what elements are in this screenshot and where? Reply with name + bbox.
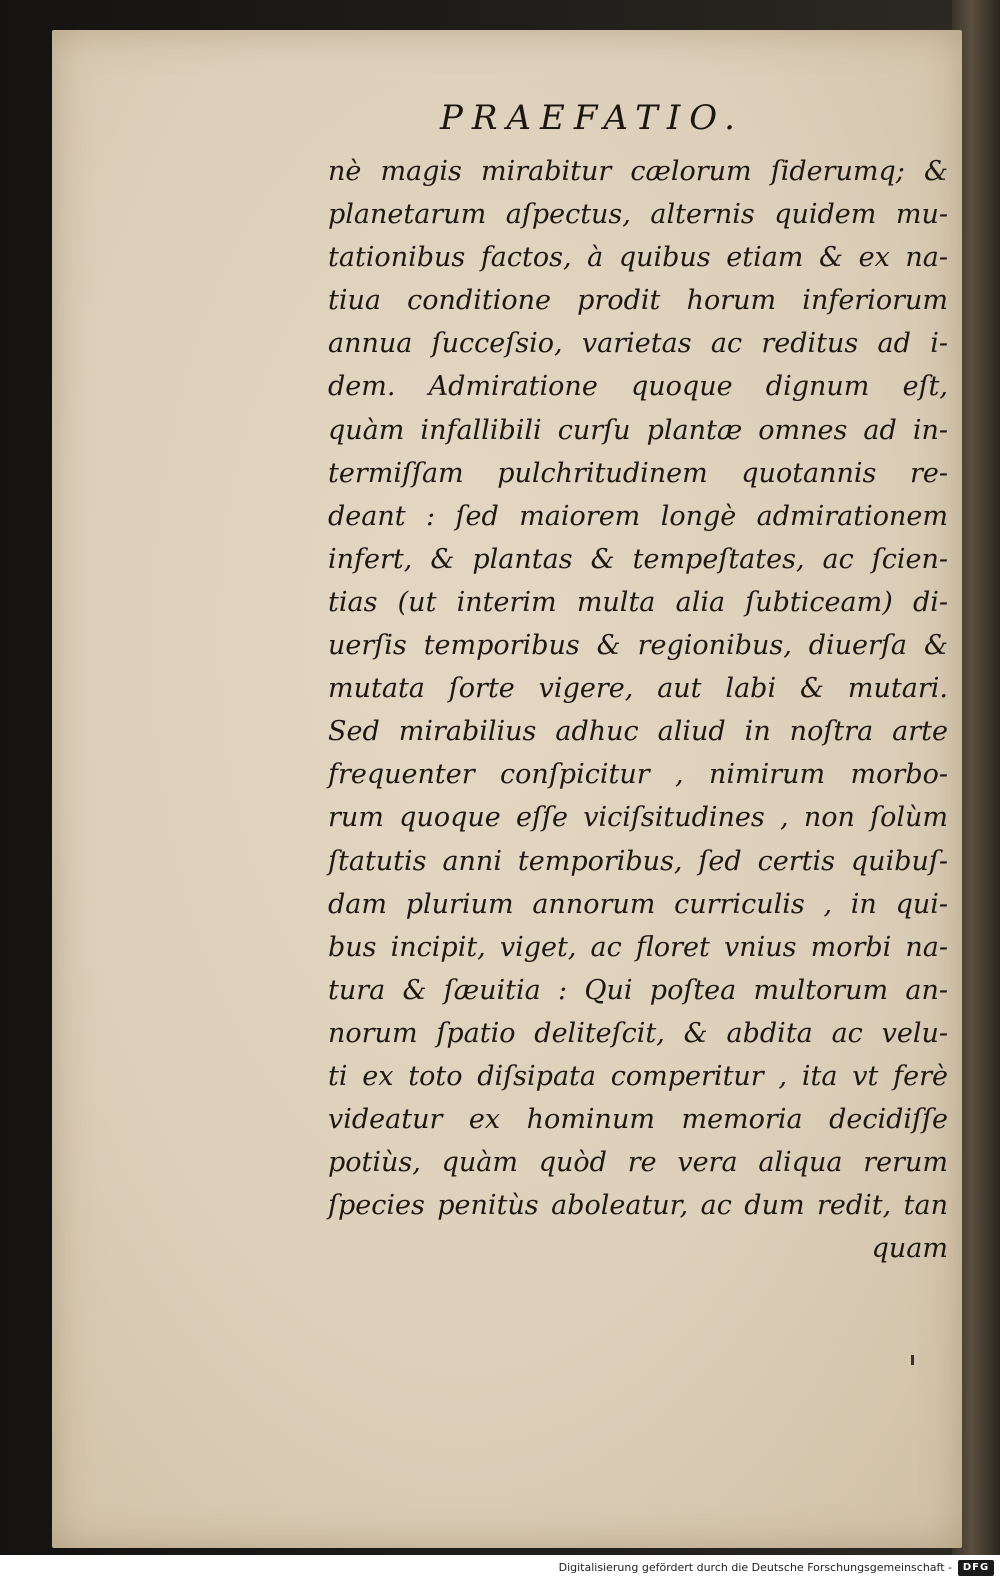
dfg-logo-icon: DFG: [958, 1560, 994, 1576]
text-line: quàm infallibili curſu plantæ omnes ad in-: [328, 414, 948, 446]
text-line: tura & ſæuitia : Qui poſtea multorum an-: [328, 974, 948, 1006]
text-line: tias (ut interim multa alia ſubticeam) di-: [328, 586, 948, 618]
text-line: mutata ſorte vigere, aut labi & mutari.: [328, 673, 948, 705]
page-mark: [911, 1355, 914, 1365]
text-line: tationibus factos, à quibus etiam & ex na-: [328, 242, 948, 274]
text-line: nè magis mirabitur cælorum ſiderumq; &: [328, 156, 948, 187]
text-line: Sed mirabilius adhuc aliud in noſtra arte: [328, 716, 948, 748]
text-line: bus incipit, viget, ac floret vnius morbi na-: [328, 931, 948, 963]
text-line: planetarum aſpectus, alternis quidem mu-: [328, 199, 948, 231]
text-line: potiùs, quàm quòd re vera aliqua rerum: [328, 1147, 948, 1179]
text-line: dam plurium annorum curriculis , in qui-: [328, 888, 948, 920]
text-line: tiua conditione prodit horum inferiorum: [328, 285, 948, 317]
text-line: dem. Admiratione quoque dignum eſt,: [328, 371, 948, 403]
text-line: norum ſpatio delitеſcit, & abdita ac velu-: [328, 1017, 948, 1049]
running-head: PRAEFATIO.: [440, 98, 744, 138]
text-line: annua ſucceſsio, varietas ac reditus ad i-: [328, 328, 948, 360]
text-line: uerſis temporibus & regionibus, diuerſa &: [328, 630, 948, 662]
text-line: ti ex toto diſsipata comperitur , ita vt ferè: [328, 1060, 948, 1092]
text-line: deant : ſed maiorem longè admirationem: [328, 500, 948, 532]
text-line: quam: [871, 1233, 948, 1265]
body-text: [328, 150, 948, 1270]
text-line: rum quoque eſſe viciſsitudines , non ſolùm: [328, 802, 948, 834]
text-line: ſpecies penitùs aboleatur, ac dum redit, tan: [328, 1190, 948, 1222]
text-line: infert, & plantas & tempeſtates, ac ſcien-: [328, 543, 948, 575]
footer-bar: [0, 1555, 1000, 1583]
funding-credit: Digitalisierung gefördert durch die Deutsche Forschungsgemeinschaft -: [558, 1561, 952, 1574]
text-line: videatur ex hominum memoria decidiſſe: [328, 1104, 948, 1136]
text-line: ſtatutis anni temporibus, ſed certis quibuſ-: [328, 845, 948, 877]
text-line: frequenter conſpicitur , nimirum morbo-: [328, 759, 948, 791]
text-line: termiſſam pulchritudinem quotannis re-: [328, 457, 948, 489]
